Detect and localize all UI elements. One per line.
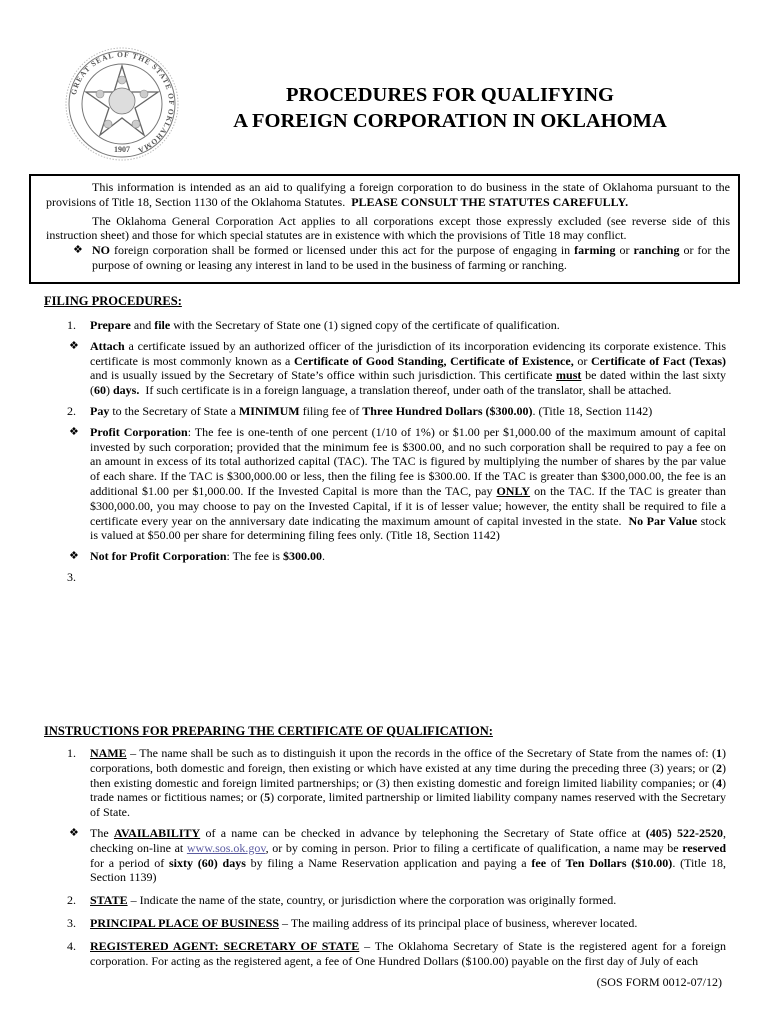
oklahoma-state-seal	[64, 46, 180, 162]
list-item: ❖ Profit Corporation: The fee is one-tenth of one percent (1/10 of 1%) or $1.00 per $1,000.00 of the maximum amount of capital invested by such corporation; provided that the minimum fee is $300.00, and no such corporation shall be required to pay a fee on an amount in excess of its total authorized capital (TAC). The TAC is figured by multiplying the number of shares by the par value of each share. If the TAC is $300,000.00 or less, then the filing fee is $300.00. If the TAC is greater than $300,000.00, the fee is an additional $1.00 per $1,000.00. If the Invested Capital is more than the TAC, pay ONLY on the TAC. If the TAC is greater than $300,000.00, you may choose to pay on the Invested Capital, if it is of lesser value; however, the entity shall be required to file a certificate every year on the anniversary date indicating the maximum amount of capital invested in the state. No Par Value stock is valued at $50.00 per share for determining filing fees only. (Title 18, Section 1142)	[69, 424, 727, 543]
bullet-diamond-icon: ❖	[69, 550, 79, 563]
filing-procedures-heading: FILING PROCEDURES:	[44, 294, 182, 308]
title-line-1: PROCEDURES FOR QUALIFYING	[285, 84, 615, 106]
list-item: ❖ Attach a certificate issued by an authorized officer of the jurisdiction of its incorporation evidencing its corporate existence. This certificate is most commonly known as a Certificate of Good Standing, Certificate of Existence, or Certificate of Fact (Texas) and is usually issued by the Secretary of State’s office within such jurisdiction. This certificate must be dated within the last sixty (60) days. If such certificate is in a foreign language, a translation thereof, under oath of the translator, shall be attached.	[69, 338, 727, 398]
instructions-heading: INSTRUCTIONS FOR PREPARING THE CERTIFICATE OF QUALIFICATION:	[44, 724, 493, 738]
form-number: (SOS FORM 0012-07/12)	[596, 975, 722, 989]
list-item: ❖ Not for Profit Corporation: The fee is $300.00.	[69, 549, 325, 564]
page-title	[200, 82, 700, 134]
instructions-list	[44, 746, 726, 974]
list-item: 2. Pay to the Secretary of State a MINIMUM filing fee of Three Hundred Dollars ($300.00). (Title 18, Section 1142)	[67, 403, 653, 418]
list-item: 1. Prepare and file with the Secretary of State one (1) signed copy of the certificate of qualification.	[67, 318, 560, 332]
seal-ring-text: GREAT SEAL OF THE STATE OF OKLAHOMA	[68, 49, 177, 156]
list-item: 3. PRINCIPAL PLACE OF BUSINESS – The mailing address of its principal place of business, wherever located.	[67, 915, 638, 930]
intro-paragraph-1: This information is intended as an aid to qualifying a foreign corporation to do business in the state of Oklahoma pursuant to the provisions of Title 18, Section 1130 of the Oklahoma Statutes. PLEASE CONSULT THE STATUTES CAREFULLY.	[46, 180, 730, 209]
bullet-diamond-icon: ❖	[69, 826, 79, 839]
bullet-diamond-icon: ❖	[69, 339, 79, 352]
list-item: 1. NAME – The name shall be such as to distinguish it upon the records in the office of the Secretary of State from the names of: (1) corporations, both domestic and foreign, then existing or which have existed at any time during the preceding three (3) years; or (2) then existing domestic and foreign limited partnerships; or (3) then existing domestic and foreign limited liability companies; or (4) trade names or fictitious names; or (5) corporate, limited partnership or limited liability company names reserved with the Secretary of State.	[67, 746, 727, 820]
seal-year: 1907	[114, 145, 130, 154]
filing-procedures-list	[44, 318, 726, 591]
list-item: 4. REGISTERED AGENT: SECRETARY OF STATE – The Oklahoma Secretary of State is the registered agent for a foreign corporation. For acting as the registered agent, a fee of One Hundred Dollars ($100.00) payable on the first day of July of each	[67, 938, 726, 968]
list-item: 2. STATE – Indicate the name of the state, country, or jurisdiction where the corporation was originally formed.	[67, 893, 617, 908]
title-line-2: A FOREIGN CORPORATION IN OKLAHOMA	[233, 110, 667, 132]
list-item: 3.	[67, 569, 76, 584]
bullet-diamond-icon: ❖	[73, 244, 83, 257]
intro-box	[29, 174, 740, 284]
list-item: ❖ The AVAILABILITY of a name can be checked in advance by telephoning the Secretary of State office at (405) 522-2520, checking on-line at www.sos.ok.gov, or by coming in person. Prior to filing a certificate of qualification, a name may be reserved for a period of sixty (60) days by filing a Name Reservation application and paying a fee of Ten Dollars ($10.00). (Title 18, Section 1139)	[69, 825, 727, 885]
sos-website-link[interactable]: www.sos.ok.gov	[186, 840, 266, 855]
intro-paragraph-2: The Oklahoma General Corporation Act applies to all corporations except those expressly excluded (see reverse side of this instruction sheet) and those for which special statutes are in existence with which the provisions of Title 18 may conflict.	[46, 213, 730, 243]
bullet-diamond-icon: ❖	[69, 425, 79, 438]
intro-paragraph-3: ❖ NO foreign corporation shall be formed or licensed under this act for the purpose of engaging in farming or ranching or for the purpose of owning or leasing any interest in land to be used in the business of farming or ranching.	[73, 243, 731, 272]
